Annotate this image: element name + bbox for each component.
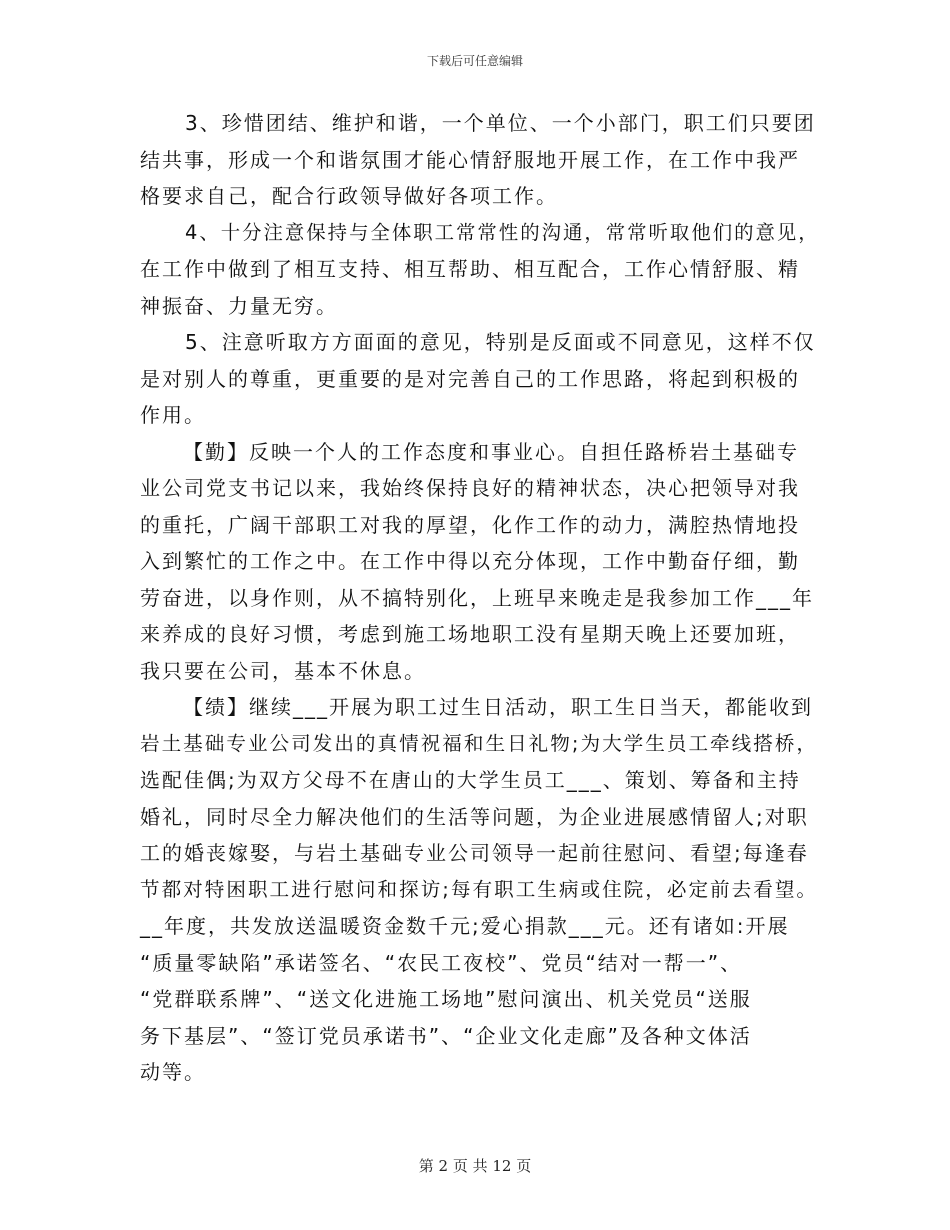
text-line: “党群联系牌”、“送文化进施工场地”慰问演出、机关党员“送服: [140, 987, 752, 1011]
text-line: 【绩】继续___开展为职工过生日活动，职工生日当天，都能收到: [183, 695, 813, 719]
text-line: 工的婚丧嫁娶，与岩土基础专业公司领导一起前往慰问、看望;每逢春: [140, 841, 809, 865]
text-line: 选配佳偶;为双方父母不在唐山的大学生员工___、策划、筹备和主持: [140, 768, 801, 792]
text-line: 岩土基础专业公司发出的真情祝福和生日礼物;为大学生员工牵线搭桥，: [140, 732, 819, 755]
text-line: 是对别人的尊重，更重要的是对完善自己的工作思路，将起到积极的: [140, 367, 800, 391]
text-line: 入到繁忙的工作之中。在工作中得以充分体现，工作中勤奋仔细，勤: [140, 549, 800, 573]
text-line: 的重托，广阔干部职工对我的厚望，化作工作的动力，满腔热情地投: [140, 513, 800, 537]
text-line: 节都对特困职工进行慰问和探访;每有职工生病或住院，必定前去看望。: [140, 878, 819, 901]
text-line: 格要求自己，配合行政领导做好各项工作。: [140, 184, 558, 208]
page-header: 下载后可任意编辑: [426, 54, 523, 68]
text-line: 我只要在公司，基本不休息。: [140, 659, 426, 683]
text-line: 作用。: [140, 403, 206, 427]
text-line: “质量零缺陷”承诺签名、“农民工夜校”、党员“结对一帮一”、: [140, 951, 743, 975]
text-line: 结共事，形成一个和谐氛围才能心情舒服地开展工作，在工作中我严: [140, 148, 800, 172]
text-line: 在工作中做到了相互支持、相互帮助、相互配合，工作心情舒服、精: [140, 257, 800, 281]
text-line: 5、注意听取方方面面的意见，特别是反面或不同意见，这样不仅: [185, 330, 816, 354]
text-line: 动等。: [140, 1060, 206, 1084]
text-line: __年度，共发放送温暖资金数千元;爱心捐款___元。还有诸如:开展: [140, 914, 790, 938]
text-line: 3、珍惜团结、维护和谐，一个单位、一个小部门，职工们只要团: [185, 111, 816, 135]
text-line: 4、十分注意保持与全体职工常常性的沟通，常常听取他们的意见，: [185, 221, 820, 244]
text-line: 【勤】反映一个人的工作态度和事业心。自担任路桥岩土基础专: [183, 440, 799, 464]
page-footer: 第 2 页 共 12 页: [418, 1157, 532, 1175]
text-line: 业公司党支书记以来，我始终保持良好的精神状态，决心把领导对我: [140, 476, 800, 500]
text-line: 务下基层”、“签订党员承诺书”、“企业文化走廊”及各种文体活: [140, 1024, 752, 1048]
text-line: 来养成的良好习惯，考虑到施工场地职工没有星期天晚上还要加班，: [140, 622, 800, 646]
text-line: 婚礼，同时尽全力解决他们的生活等问题，为企业进展感情留人;对职: [140, 805, 809, 829]
text-line: 神振奋、力量无穷。: [140, 294, 338, 318]
text-line: 劳奋进，以身作则，从不搞特别化，上班早来晚走是我参加工作___年: [140, 586, 814, 610]
